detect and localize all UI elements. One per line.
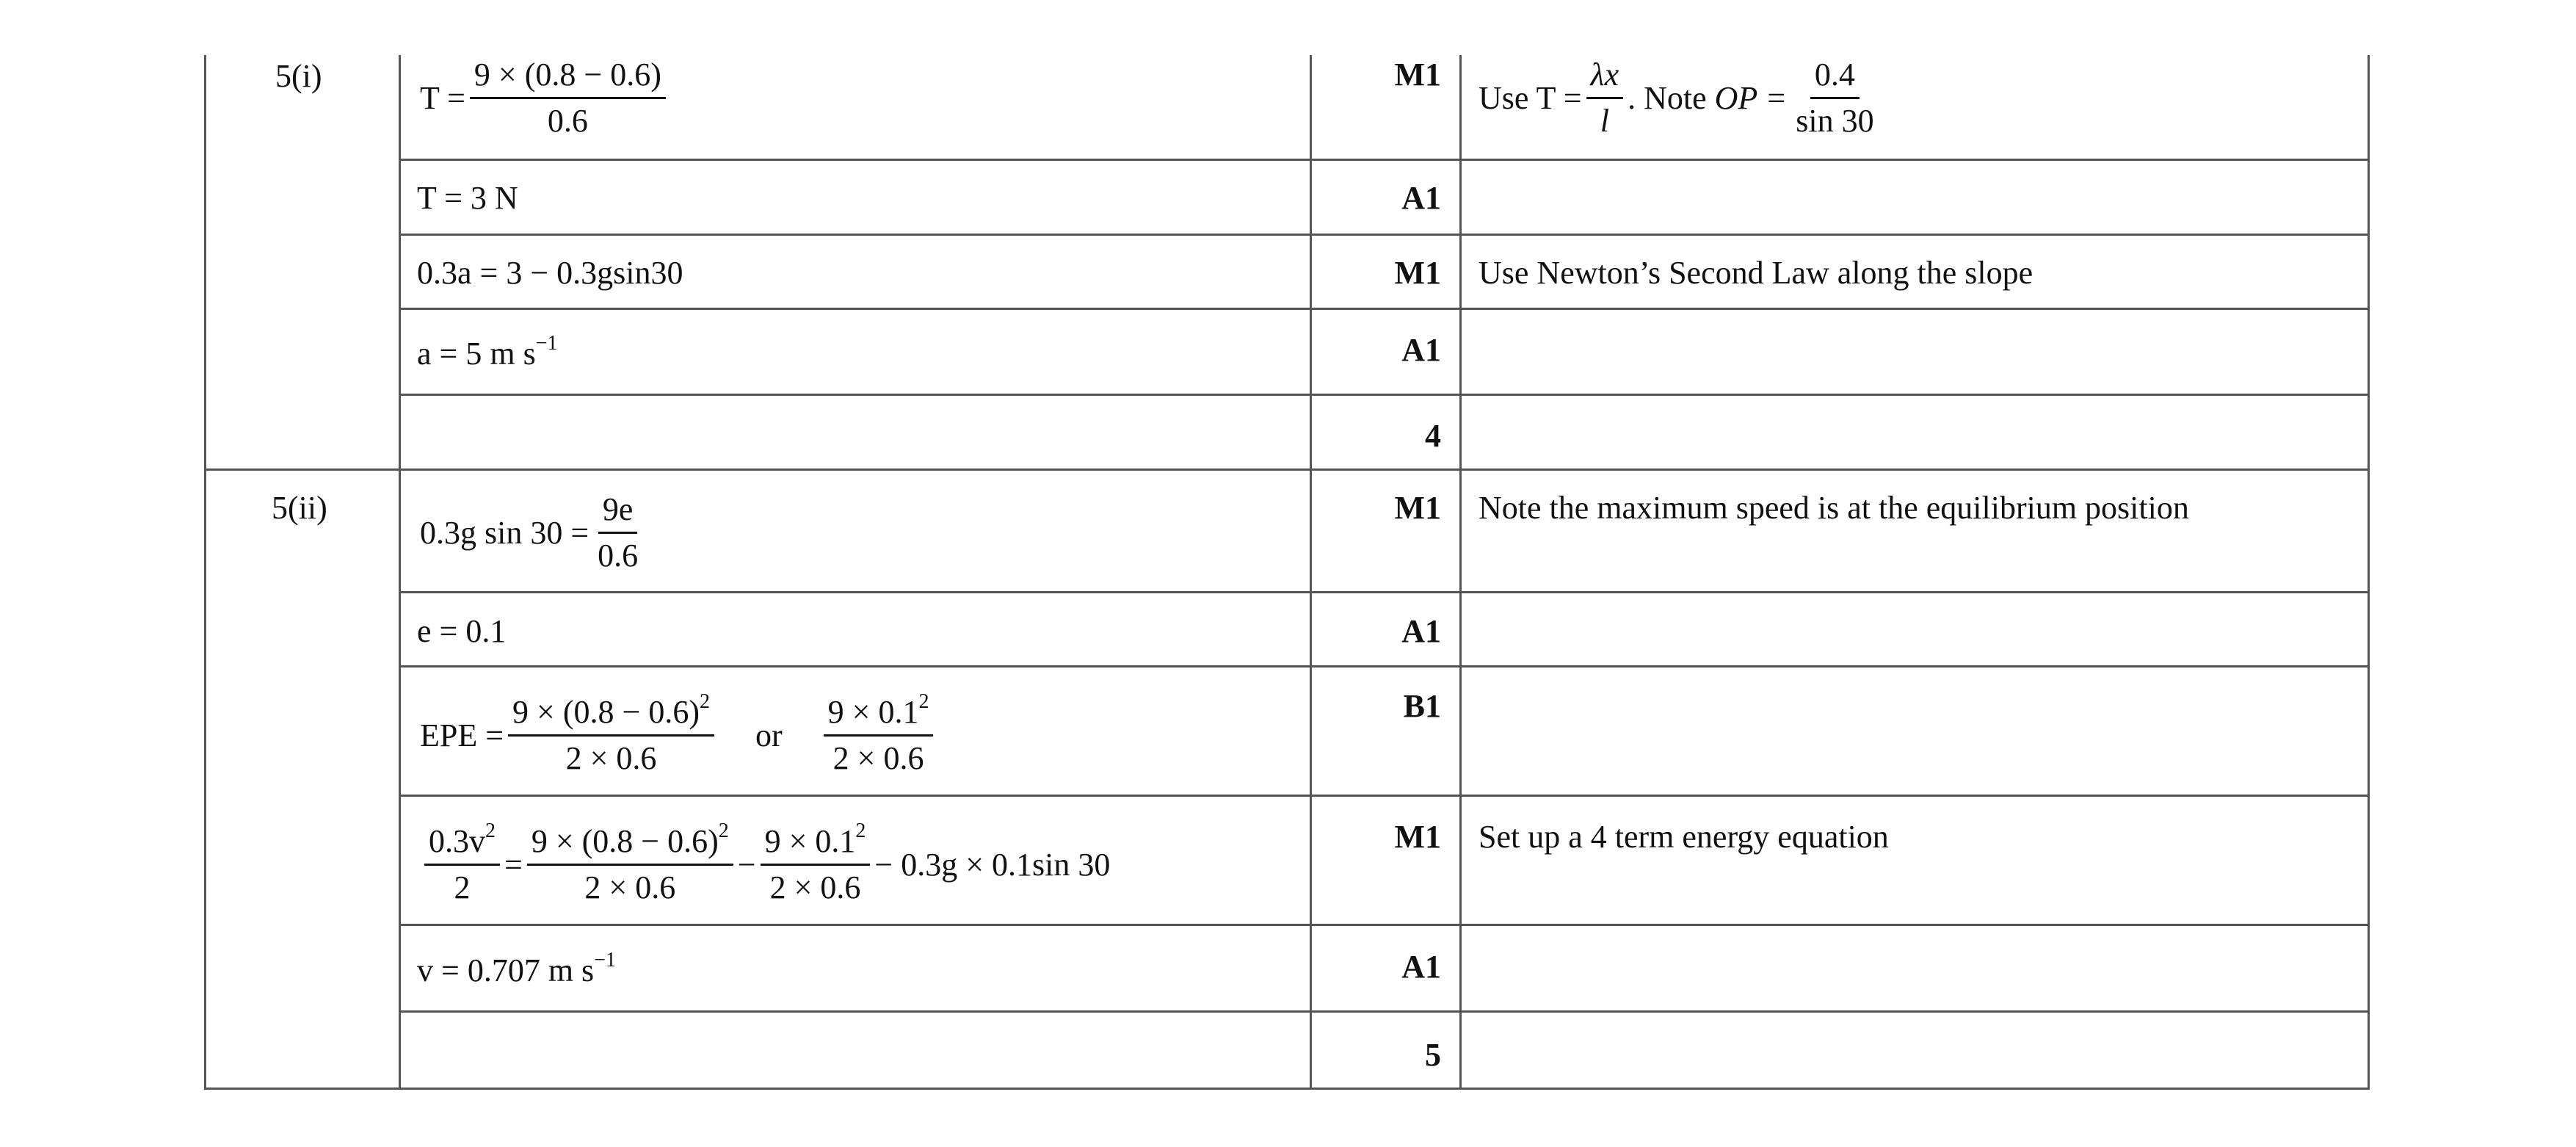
- question-number: 5(ii): [272, 490, 327, 526]
- total-marks: 5: [1425, 1037, 1441, 1073]
- working-energy-equation: $\frac{0.3v^2}{2}$ = $\frac{9 \times (0.8 - 0.6)^2}{2 \times 0.6}$ − $\frac{9 \times 0.1^2}{2 \times 0.6}$ − 0.3g × 0.1sin 30: [420, 825, 1110, 904]
- total-marks: 4: [1425, 418, 1441, 454]
- row-divider: [399, 234, 2370, 236]
- question-number: 5(i): [275, 58, 322, 94]
- row-divider: [399, 308, 2370, 310]
- mark-code: M1: [1394, 490, 1441, 526]
- mark-code: M1: [1394, 255, 1441, 291]
- table-border-right: [2368, 55, 2370, 1090]
- row-divider: [399, 591, 2370, 593]
- working-velocity: v = 0.707 m $s^{-1}$: [417, 949, 616, 988]
- guidance-text: Set up a 4 term energy equation: [1479, 819, 1889, 855]
- column-divider-working: [1310, 55, 1312, 1090]
- working-text: T = 3 N: [417, 180, 518, 216]
- mark-code: M1: [1394, 819, 1441, 855]
- working-tension-formula: T = $\frac{9 \times (0.8 - 0.6)}{0.6}$: [420, 59, 670, 137]
- row-divider: [399, 394, 2370, 396]
- guidance-text: Note the maximum speed is at the equilibrium position: [1479, 490, 2189, 526]
- mark-code: A1: [1401, 332, 1441, 368]
- row-divider: [399, 924, 2370, 926]
- mark-code: B1: [1403, 688, 1441, 724]
- mark-code: A1: [1401, 949, 1441, 985]
- working-text: e = 0.1: [417, 613, 507, 649]
- column-divider-mark: [1459, 55, 1462, 1090]
- working-epe: EPE = $\frac{9 \times (0.8 - 0.6)^2}{2 \times 0.6}$ or $\frac{9 \times 0.1^2}{2 \times 0.6}$: [420, 696, 937, 775]
- table-border-bottom: [204, 1088, 2370, 1090]
- guidance-hooke-law: Use T = $\frac{\lambda x}{l}$ . Note OP = $\frac{0.4}{\sin 30}$: [1479, 57, 1874, 139]
- table-border-left: [204, 55, 206, 1090]
- mark-code: A1: [1401, 180, 1441, 216]
- guidance-text: Use Newton’s Second Law along the slope: [1479, 255, 2033, 291]
- column-divider-question: [399, 55, 401, 1090]
- row-divider: [399, 665, 2370, 667]
- working-text: 0.3a = 3 − 0.3gsin30: [417, 255, 683, 291]
- mark-code: M1: [1394, 57, 1441, 93]
- row-divider: [399, 795, 2370, 797]
- row-divider: [399, 1010, 2370, 1013]
- working-equilibrium: 0.3g sin 30 = $\frac{9e}{0.6}$: [420, 491, 639, 574]
- mark-scheme-table: [204, 0, 2370, 1090]
- question-divider: [204, 468, 2370, 471]
- row-divider: [399, 159, 2370, 161]
- mark-code: A1: [1401, 613, 1441, 649]
- working-acceleration: a = 5 m $s^{-1}$: [417, 332, 558, 372]
